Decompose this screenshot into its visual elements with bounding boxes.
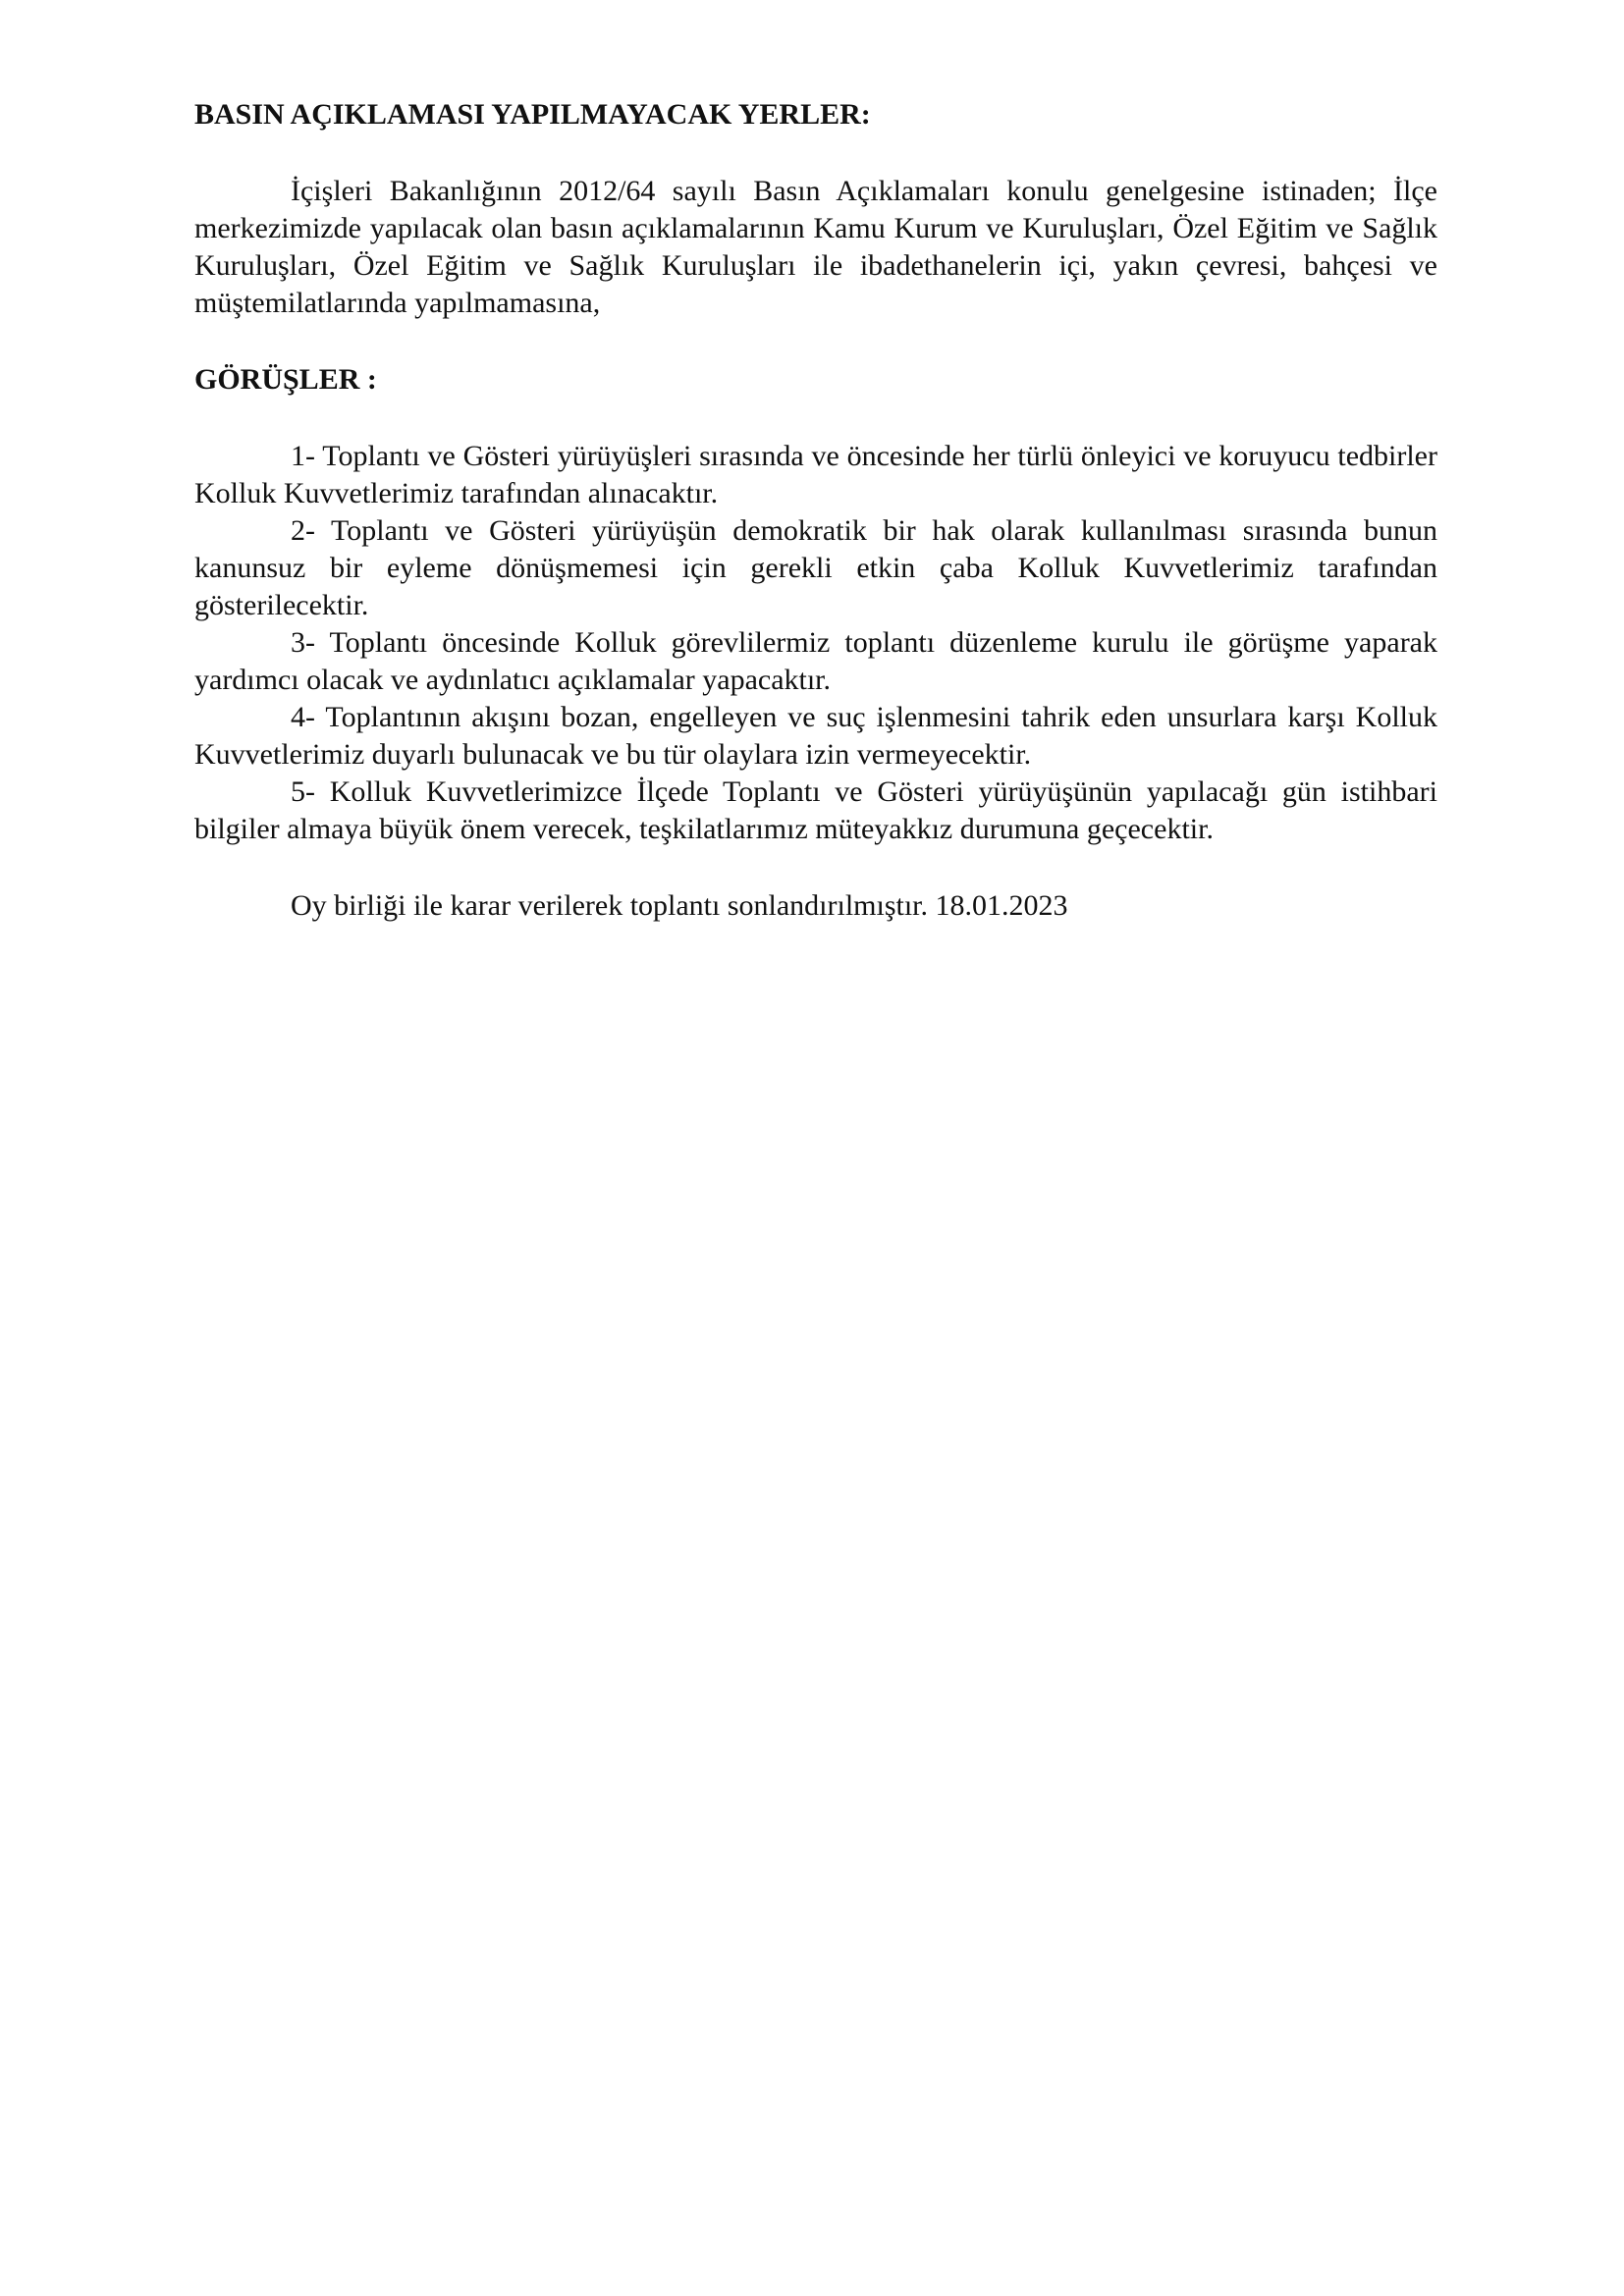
spacer — [194, 848, 1437, 887]
spacer — [194, 322, 1437, 361]
opinion-item-5: 5- Kolluk Kuvvetlerimizce İlçede Toplantı ve Gösteri yürüyüşünün yapılacağı gün istihbari bilgiler almaya büyük önem verecek, teşkilatlarımız müteyakkız durumuna geçecektir. — [194, 775, 1437, 845]
opinion-item-4: 4- Toplantının akışını bozan, engelleyen ve suç işlenmesini tahrik eden unsurlara karşı Kolluk Kuvvetlerimiz duyarlı bulunacak ve bu tür olaylara izin vermeyecektir. — [194, 701, 1437, 771]
opinion-item-2: 2- Toplantı ve Gösteri yürüyüşün demokratik bir hak olarak kullanılması sırasında bunun kanunsuz bir eyleme dönüşmemesi için gerekli etkin çaba Kolluk Kuvvetlerimiz tarafından gösterilecektir. — [194, 514, 1437, 621]
spacer — [194, 399, 1437, 438]
intro-paragraph: İçişleri Bakanlığının 2012/64 sayılı Basın Açıklamaları konulu genelgesine istinaden; İlçe merkezimizde yapılacak olan basın açıklamalarının Kamu Kurum ve Kuruluşları, Özel Eğitim ve Sağlık Kuruluşları, Özel Eğitim ve Sağlık Kuruluşları ile ibadethanelerin içi, yakın çevresi, bahçesi ve müştemilatlarında yapılmamasına, — [194, 175, 1437, 319]
opinion-item-1: 1- Toplantı ve Gösteri yürüyüşleri sırasında ve öncesinde her türlü önleyici ve koruyucu tedbirler Kolluk Kuvvetlerimiz tarafından alınacaktır. — [194, 440, 1437, 509]
section-heading-press-locations: BASIN AÇIKLAMASI YAPILMAYACAK YERLER: — [194, 98, 871, 131]
closing-statement: Oy birliği ile karar verilerek toplantı sonlandırılmıştır. 18.01.2023 — [291, 889, 1068, 922]
document-body — [194, 96, 1437, 925]
section-heading-opinions: GÖRÜŞLER : — [194, 363, 377, 396]
spacer — [194, 133, 1437, 173]
opinion-item-3: 3- Toplantı öncesinde Kolluk görevlilermiz toplantı düzenleme kurulu ile görüşme yaparak yardımcı olacak ve aydınlatıcı açıklamalar yapacaktır. — [194, 626, 1437, 696]
